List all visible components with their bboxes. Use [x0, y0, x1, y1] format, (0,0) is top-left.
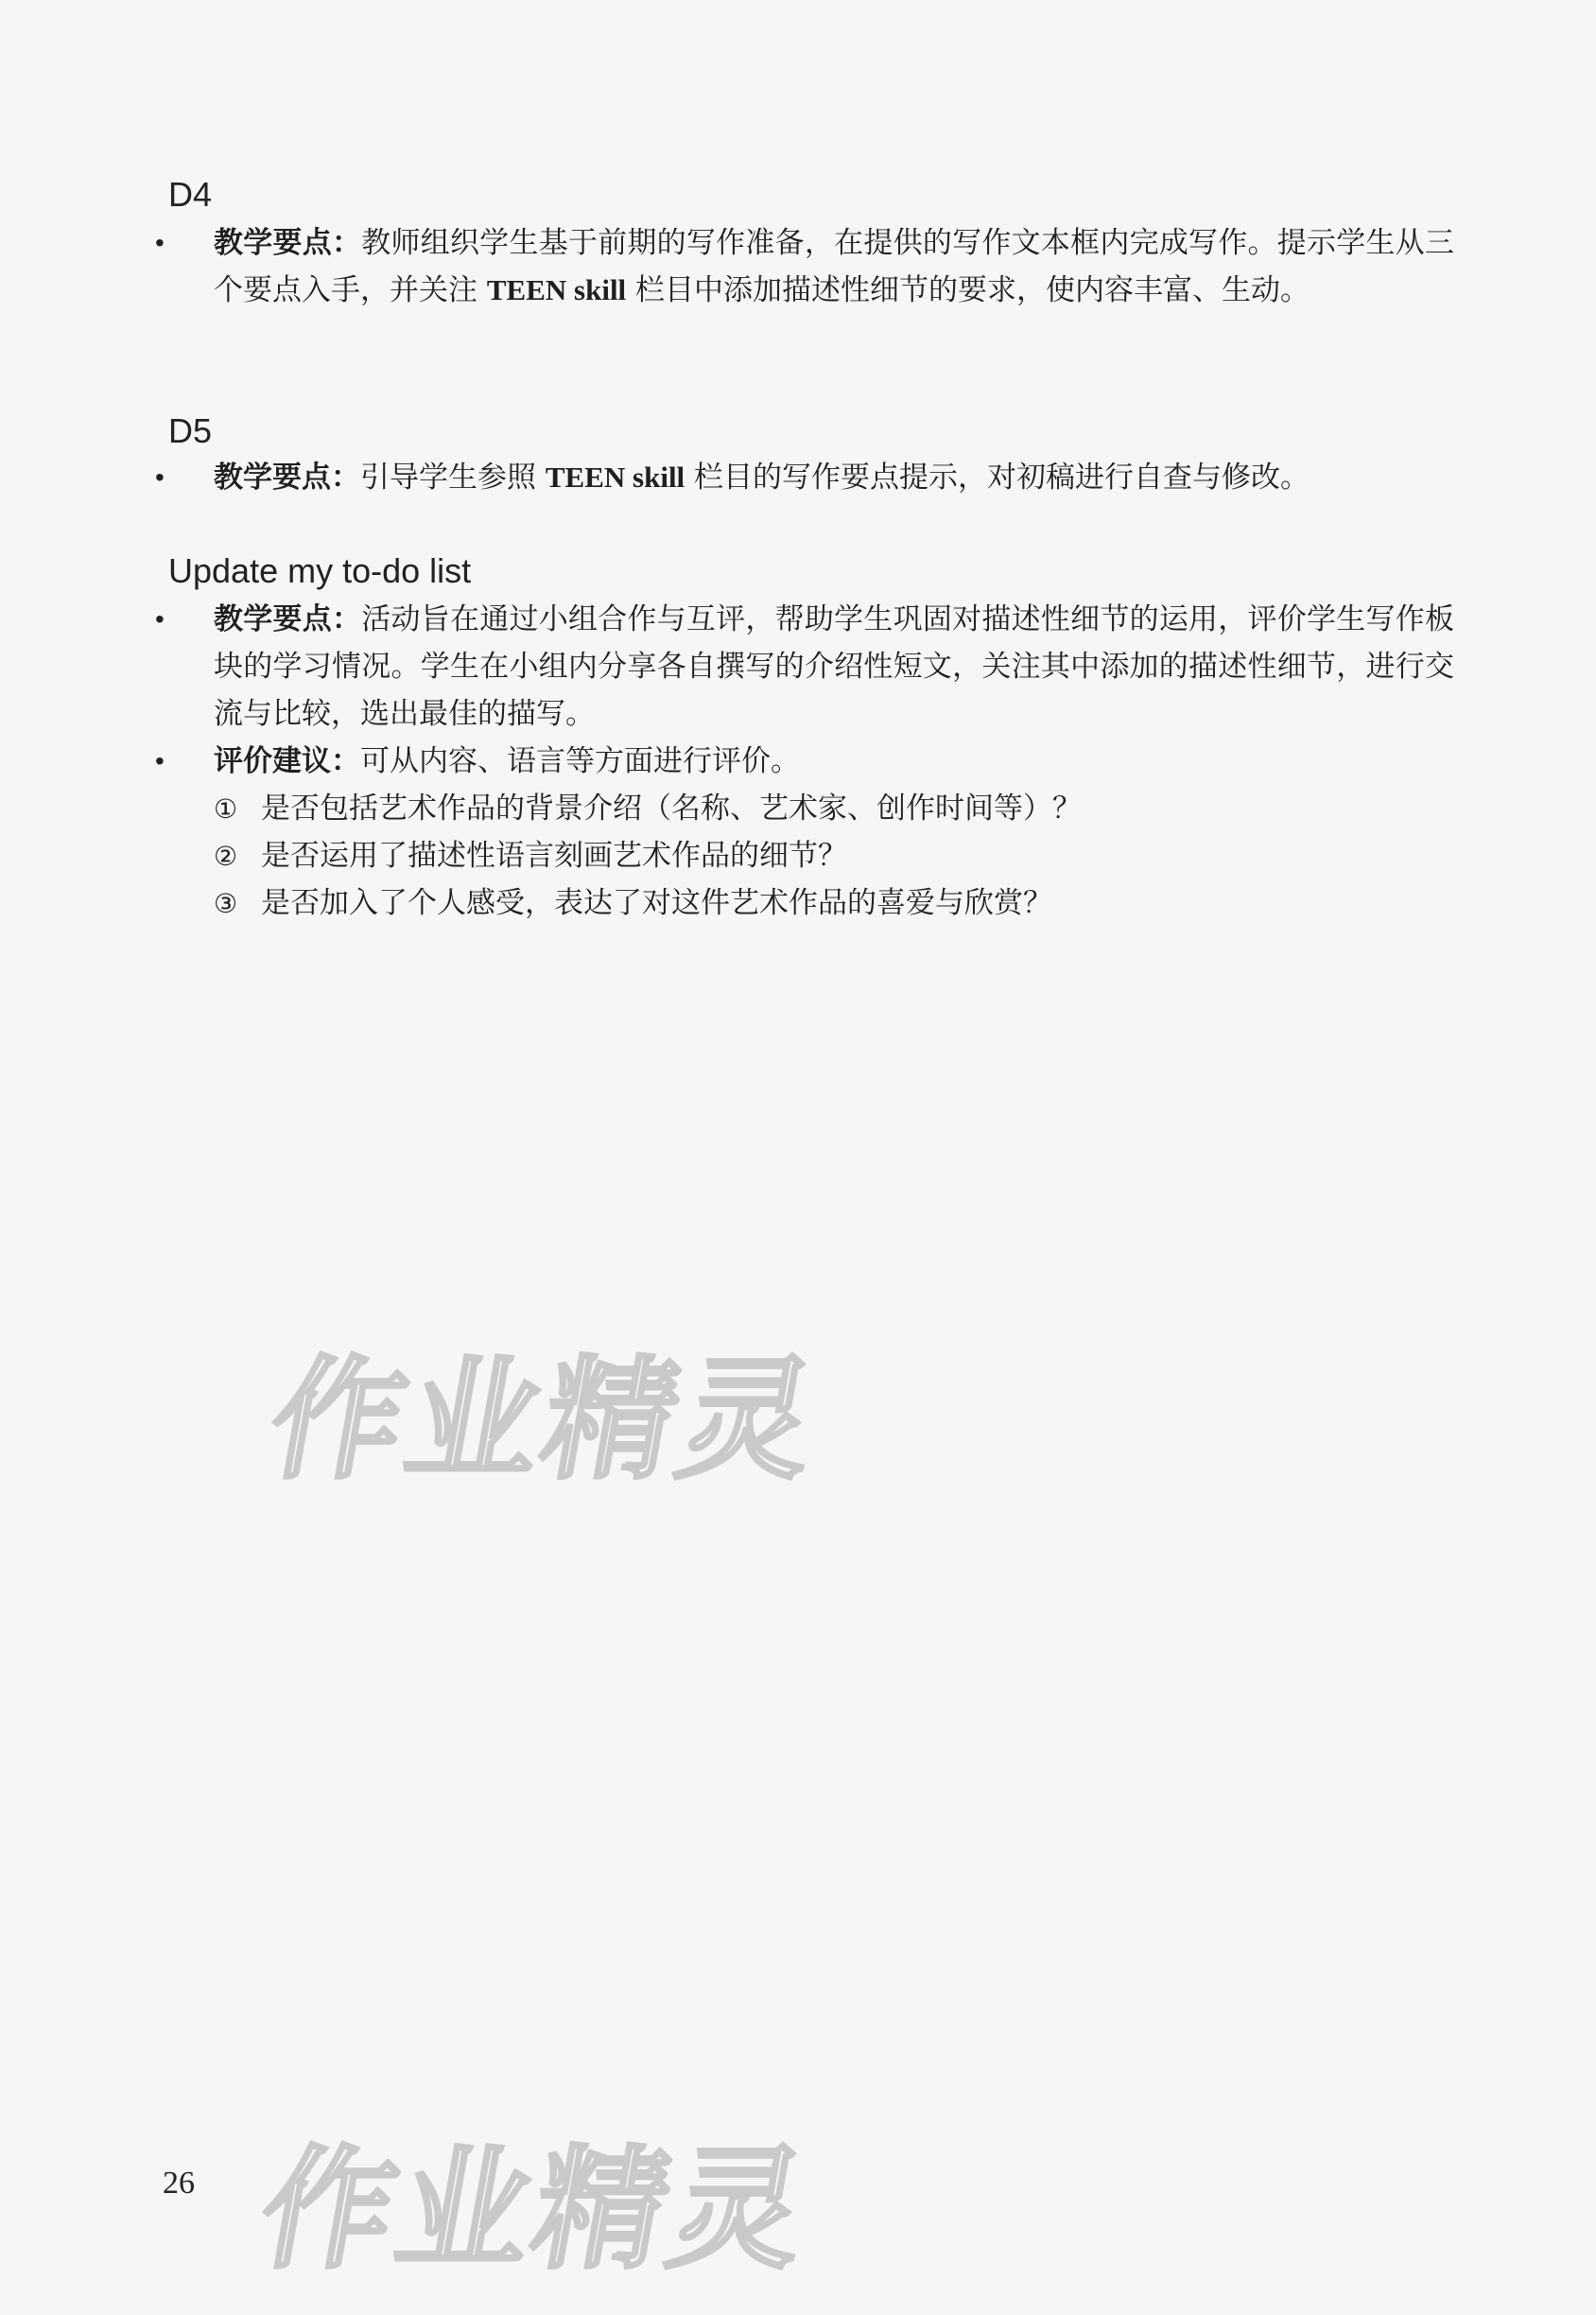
- bullet-text: [168, 738, 1454, 785]
- teen-skill-term: TEEN skill: [545, 461, 685, 494]
- bullet-label: 教学要点：: [214, 226, 362, 260]
- bullet-label: 评价建议：: [214, 744, 360, 778]
- bullet-body: 引导学生参照: [360, 461, 546, 495]
- criterion-text: 是否运用了描述性语言刻画艺术作品的细节？: [261, 839, 847, 873]
- bullet-dot-icon: •: [155, 746, 165, 775]
- bullet-dot-icon: •: [155, 462, 165, 492]
- section-heading-update-todo: Update my to-do list: [168, 551, 472, 590]
- criterion-item: [214, 879, 1052, 928]
- bullet-label: 教学要点：: [214, 461, 360, 495]
- bullet-text: [168, 454, 1454, 501]
- watermark: 作业精灵: [249, 2133, 822, 2288]
- criterion-item: [214, 832, 847, 880]
- criterion-text: 是否加入了个人感受，表达了对这件艺术作品的喜爱与欣赏？: [261, 886, 1052, 920]
- d5-bullet: [155, 454, 1454, 501]
- section-heading-d4: D4: [168, 175, 213, 214]
- bullet-body: 栏目中添加描述性细节的要求，使内容丰富、生动。: [626, 273, 1310, 307]
- criterion-text: 是否包括艺术作品的背景介绍（名称、艺术家、创作时间等）？: [261, 792, 1082, 826]
- bullet-label: 教学要点：: [214, 602, 362, 636]
- circled-number: ③: [214, 888, 238, 919]
- bullet-body: 教师组织学生基于前期的写作准备，在提供的写作文本框内完成写作。提示学生从三个要点入手，并关注: [214, 226, 1455, 307]
- todo-bullet-evaluation: [155, 738, 1454, 785]
- circled-number: ②: [214, 841, 238, 872]
- bullet-body: 栏目的写作要点提示，对初稿进行自查与修改。: [685, 461, 1310, 495]
- watermark: 作业精灵: [258, 1344, 831, 1498]
- bullet-text: [168, 219, 1454, 314]
- todo-bullet-teaching: [155, 596, 1455, 738]
- bullet-dot-icon: •: [155, 604, 165, 634]
- page-number: 26: [163, 2166, 195, 2201]
- bullet-dot-icon: •: [155, 228, 165, 257]
- bullet-text: [168, 596, 1454, 738]
- section-heading-d5: D5: [168, 411, 213, 450]
- d4-bullet: [155, 219, 1455, 314]
- bullet-body: 活动旨在通过小组合作与互评，帮助学生巩固对描述性细节的运用，评价学生写作板块的学习情况。学生在小组内分享各自撰写的介绍性短文，关注其中添加的描述性细节，进行交流与比较，选出最佳的描写。: [214, 602, 1455, 731]
- circled-number: ①: [214, 793, 238, 825]
- teen-skill-term: TEEN skill: [486, 273, 627, 306]
- bullet-body: 可从内容、语言等方面进行评价。: [360, 744, 800, 778]
- criterion-item: [214, 785, 1082, 833]
